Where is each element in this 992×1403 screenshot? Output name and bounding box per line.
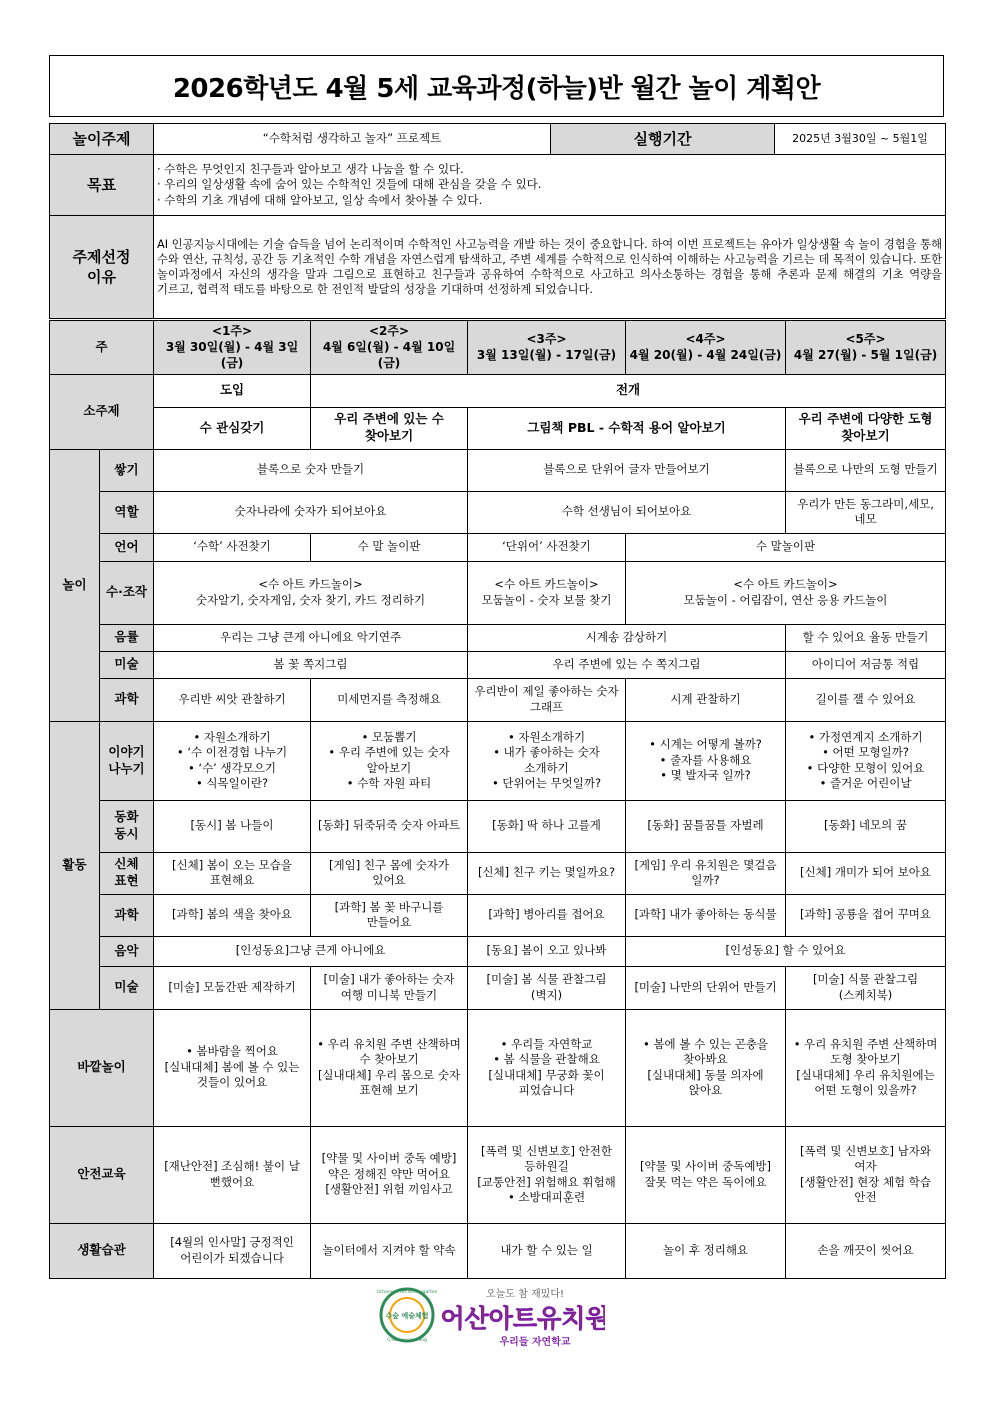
week-3-header: <3주> 3월 13일(월) - 17일(금) bbox=[468, 321, 626, 375]
play-label: 놀이 bbox=[50, 449, 100, 721]
list-item: • 가정연계지 소개하기 bbox=[789, 730, 942, 746]
play-blocks-label: 쌓기 bbox=[100, 449, 154, 491]
outdoor-w3: • 우리들 자연학교 • 봄 식물을 관찰해요 [실내대체] 무궁화 꽃이 피었습니다 bbox=[468, 1009, 626, 1126]
play-role-label: 역할 bbox=[100, 491, 154, 533]
activity-poem-w2: [동화] 뒤죽뒤죽 숫자 아파트 bbox=[311, 800, 468, 852]
list-item: • 단위어는 무엇일까? bbox=[471, 776, 622, 792]
goal-label: 목표 bbox=[50, 155, 154, 216]
list-item: • 수학 자원 파티 bbox=[314, 776, 464, 792]
activity-body-w1: [신체] 봄이 오는 모습을 표현해요 bbox=[154, 852, 311, 894]
logo-badge-mid: 수숲 예술체험 bbox=[385, 1312, 429, 1320]
activity-art-w3: [미술] 봄 식물 관찰그림(벽지) bbox=[468, 966, 626, 1009]
list-item: • 자원소개하기 bbox=[157, 730, 307, 746]
subtopic-week5: 우리 주변에 다양한 도형 찾아보기 bbox=[786, 407, 946, 449]
plan-header-table bbox=[49, 123, 946, 319]
safety-label: 안전교육 bbox=[50, 1126, 154, 1223]
activity-body-w5: [신체] 개미가 되어 보아요 bbox=[786, 852, 946, 894]
play-science-w2: 미세먼지를 측정해요 bbox=[311, 678, 468, 721]
activity-poem-w1: [동시] 봄 나들이 bbox=[154, 800, 311, 852]
activity-art-w5: [미술] 식물 관찰그림(스케치북) bbox=[786, 966, 946, 1009]
activity-poem-w5: [동화] 네모의 꿈 bbox=[786, 800, 946, 852]
outdoor-w1: • 봄바람을 찍어요 [실내대체] 봄에 볼 수 있는 것들이 있어요 bbox=[154, 1009, 311, 1126]
activity-poem-w3: [동화] 딱 하나 고를게 bbox=[468, 800, 626, 852]
page-title: 2026학년도 4월 5세 교육과정(하늘)반 월간 놀이 계획안 bbox=[172, 73, 821, 104]
logo-sub: 우리들 자연학교 bbox=[499, 1337, 571, 1348]
activity-music-w12: [인성동요]그냥 큰게 아니에요 bbox=[154, 936, 468, 966]
play-blocks-w34: 블록으로 단위어 글자 만들어보기 bbox=[468, 449, 786, 491]
play-science-w1: 우리반 씨앗 관찰하기 bbox=[154, 678, 311, 721]
activity-science-w5: [과학] 공룡을 접어 꾸며요 bbox=[786, 894, 946, 936]
goal-item: · 우리의 일상생활 속에 숨어 있는 수학적인 것들에 대해 관심을 갖을 수 있다. bbox=[157, 177, 542, 192]
play-art-label: 미술 bbox=[100, 651, 154, 678]
list-item: • 즐거운 어린이날 bbox=[789, 776, 942, 792]
play-language-w45: 수 말놀이판 bbox=[626, 533, 946, 561]
play-science-w3: 우리반이 제일 좋아하는 숫자 그래프 bbox=[468, 678, 626, 721]
activity-talk-label: 이야기 나누기 bbox=[100, 721, 154, 800]
safety-w3: [폭력 및 신변보호] 안전한 등하원길 [교통안전] 위험해요 휘험해 • 소방대피훈련 bbox=[468, 1126, 626, 1223]
play-math-w12: <수 아트 카드놀이> 숫자알기, 숫자게임, 숫자 찾기, 카드 정리하기 bbox=[154, 561, 468, 624]
outdoor-w4: • 봄에 볼 수 있는 곤충을 찾아봐요 [실내대체] 동물 의자에 앉아요 bbox=[626, 1009, 786, 1126]
list-item: • 모둠뽑기 bbox=[314, 730, 464, 746]
play-art-w34: 우리 주변에 있는 수 쪽지그림 bbox=[468, 651, 786, 678]
activity-label: 활동 bbox=[50, 721, 100, 1009]
play-language-w3: ‘단위어’ 사전찾기 bbox=[468, 533, 626, 561]
week-label: 주 bbox=[50, 321, 154, 375]
habits-w4: 놀이 후 정리해요 bbox=[626, 1223, 786, 1278]
week-2-header: <2주> 4월 6일(월) - 4월 10일(금) bbox=[311, 321, 468, 375]
subtopic-intro: 도입 bbox=[154, 374, 311, 407]
list-item: • 어떤 모형일까? bbox=[789, 745, 942, 761]
outdoor-w2: • 우리 유치원 주변 산책하며 수 찾아보기 [실내대체] 우리 몸으로 숫자 표현해 보기 bbox=[311, 1009, 468, 1126]
week-1-header: <1주> 3월 30일(월) - 4월 3일(금) bbox=[154, 321, 311, 375]
reason-text: AI 인공지능시대에는 기술 습득을 넘어 논리적이며 수학적인 사고능력을 개발 하는 것이 중요합니다. 하여 이번 프로젝트는 유아가 일상생활 속 놀이 경험을 통해 수와 연산, 규칙성, 공간 등 기초적인 수학 개념을 자연스럽게 탐색하고, 주변 세계를 수학적으로 인식하여 이해하는 사고능력을 기르는 데 목적이 있습니다. 또한 놀이과정에서 자신의 생각을 말과 그림으로 표현하고 친구들과 공유하여 수학적으로 사고하고 의사소통하는 경험을 통해 추론과 문제 해결의 기초 역량을 기르고, 협력적 태도를 바탕으로 한 전인적 발달의 성장을 기대하며 선정하계 되었습니다. bbox=[154, 216, 946, 319]
play-language-w1: ‘수학’ 사전찾기 bbox=[154, 533, 311, 561]
subtopic-label: 소주제 bbox=[50, 374, 154, 449]
list-item: • ‘수’ 생각모으기 bbox=[157, 761, 307, 777]
activity-talk-w4 bbox=[626, 721, 786, 800]
activity-talk-w2 bbox=[311, 721, 468, 800]
activity-body-w3: [신체] 친구 키는 몇일까요? bbox=[468, 852, 626, 894]
logo-tagline: 오늘도 참 재밌다! bbox=[486, 1289, 564, 1300]
outdoor-w5: • 우리 유치원 주변 산책하며 도형 찾아보기 [실내대체] 우리 유치원에는 어떤 도형이 있을까? bbox=[786, 1009, 946, 1126]
play-science-label: 과학 bbox=[100, 678, 154, 721]
activity-talk-w5 bbox=[786, 721, 946, 800]
list-item: • 줄자를 사용해요 bbox=[629, 753, 782, 769]
subtopic-develop: 전개 bbox=[311, 374, 946, 407]
safety-w5: [폭력 및 신변보호] 남자와 여자 [생활안전] 현장 체험 학습 안전 bbox=[786, 1126, 946, 1223]
activity-science-w4: [과학] 내가 좋아하는 동식물 bbox=[626, 894, 786, 936]
logo-badge-top: Uchansan Art Kindergarten bbox=[376, 1290, 438, 1295]
activity-science-w2: [과학] 봄 꽃 바구니를 만들어요 bbox=[311, 894, 468, 936]
activity-body-w4: [게임] 우리 유치원은 몇걸음 일까? bbox=[626, 852, 786, 894]
safety-w4: [약물 및 사이버 중독예방] 잘못 먹는 약은 독이에요 bbox=[626, 1126, 786, 1223]
habits-label: 생활습관 bbox=[50, 1223, 154, 1278]
activity-poem-label: 동화 동시 bbox=[100, 800, 154, 852]
activity-science-w3: [과학] 병아리를 접어요 bbox=[468, 894, 626, 936]
logo-graphic bbox=[375, 1283, 605, 1351]
goal-item: · 수학은 무엇인지 친구들과 알아보고 생각 나눔을 할 수 있다. bbox=[157, 161, 464, 176]
logo-name: 어산아트유치원 bbox=[440, 1304, 605, 1333]
play-music-w34: 시계송 감상하기 bbox=[468, 624, 786, 651]
play-language-label: 언어 bbox=[100, 533, 154, 561]
play-math-w3: <수 아트 카드놀이> 모둠놀이 - 숫자 보물 찾기 bbox=[468, 561, 626, 624]
play-role-w12: 숫자나라에 숫자가 되어보아요 bbox=[154, 491, 468, 533]
list-item: • 몇 발자국 일까? bbox=[629, 768, 782, 784]
play-role-w34: 수학 선생님이 되어보아요 bbox=[468, 491, 786, 533]
play-blocks-w5: 블록으로 나만의 도형 만들기 bbox=[786, 449, 946, 491]
play-math-label: 수·조작 bbox=[100, 561, 154, 624]
list-item: • 시계는 어떻게 볼까? bbox=[629, 737, 782, 753]
list-item: • 식목일이란? bbox=[157, 776, 307, 792]
activity-science-label: 과학 bbox=[100, 894, 154, 936]
play-role-w5: 우리가 만든 동그라미,세모,네모 bbox=[786, 491, 946, 533]
list-item: • 내가 좋아하는 숫자 소개하기 bbox=[471, 745, 622, 776]
play-music-w5: 할 수 있어요 율동 만들기 bbox=[786, 624, 946, 651]
subtopic-week2: 우리 주변에 있는 수 찾아보기 bbox=[311, 407, 468, 449]
play-science-w4: 시계 관찰하기 bbox=[626, 678, 786, 721]
activity-art-w1: [미술] 모둠간판 제작하기 bbox=[154, 966, 311, 1009]
subtopic-week34: 그림책 PBL - 수학적 용어 알아보기 bbox=[468, 407, 786, 449]
play-blocks-w12: 블록으로 숫자 만들기 bbox=[154, 449, 468, 491]
play-language-w2: 수 말 놀이판 bbox=[311, 533, 468, 561]
activity-science-w1: [과학] 봄의 색을 찾아요 bbox=[154, 894, 311, 936]
week-5-header: <5주> 4월 27(월) - 5월 1일(금) bbox=[786, 321, 946, 375]
play-music-w12: 우리는 그냥 큰게 아니에요 악기연주 bbox=[154, 624, 468, 651]
play-art-w12: 봄 꽃 쪽지그림 bbox=[154, 651, 468, 678]
list-item: • 다양한 모형이 있어요 bbox=[789, 761, 942, 777]
activity-body-w2: [게임] 친구 몸에 숫자가 있어요 bbox=[311, 852, 468, 894]
play-music-label: 음률 bbox=[100, 624, 154, 651]
list-item: • 자원소개하기 bbox=[471, 730, 622, 746]
goal-item: · 수학의 기초 개념에 대해 알아보고, 일상 속에서 찾아볼 수 있다. bbox=[157, 192, 483, 207]
play-science-w5: 길이를 잴 수 있어요 bbox=[786, 678, 946, 721]
page-title-box bbox=[49, 55, 944, 117]
activity-art-w2: [미술] 내가 좋아하는 숫자 여행 미니북 만들기 bbox=[311, 966, 468, 1009]
goal-list bbox=[154, 155, 946, 216]
theme-label: 놀이주제 bbox=[50, 124, 154, 155]
subtopic-week1: 수 관심갖기 bbox=[154, 407, 311, 449]
list-item: • ‘수 이전경험 나누기 bbox=[157, 745, 307, 761]
habits-w2: 놀이터에서 지켜야 할 약속 bbox=[311, 1223, 468, 1278]
activity-talk-w1 bbox=[154, 721, 311, 800]
activity-body-label: 신체 표현 bbox=[100, 852, 154, 894]
activity-talk-w3 bbox=[468, 721, 626, 800]
activity-art-w4: [미술] 나만의 단위어 만들기 bbox=[626, 966, 786, 1009]
activity-art-label: 미술 bbox=[100, 966, 154, 1009]
habits-w5: 손을 깨끗이 씻어요 bbox=[786, 1223, 946, 1278]
logo-badge-bottom: Creative Learning bbox=[387, 1338, 427, 1343]
habits-w3: 내가 할 수 있는 일 bbox=[468, 1223, 626, 1278]
kindergarten-logo bbox=[375, 1283, 605, 1351]
activity-poem-w4: [동화] 꿈틀꿈틀 자벌레 bbox=[626, 800, 786, 852]
play-art-w5: 아이디어 저금통 적립 bbox=[786, 651, 946, 678]
habits-w1: [4월의 인사말] 긍정적인 어린이가 되겠습니다 bbox=[154, 1223, 311, 1278]
theme-value: “수학처럼 생각하고 놀자” 프로젝트 bbox=[154, 124, 551, 155]
safety-w1: [재난안전] 조심해! 불이 날 뻔했어요 bbox=[154, 1126, 311, 1223]
activity-music-w3: [동요] 봄이 오고 있나봐 bbox=[468, 936, 626, 966]
safety-w2: [약물 및 사이버 중독 예방] 약은 정해진 약만 먹어요 [생활안전] 위험 끼임사고 bbox=[311, 1126, 468, 1223]
activity-music-w45: [인성동요] 할 수 있어요 bbox=[626, 936, 946, 966]
outdoor-label: 바깥놀이 bbox=[50, 1009, 154, 1126]
period-label: 실행기간 bbox=[551, 124, 775, 155]
list-item: • 우리 주변에 있는 숫자 알아보기 bbox=[314, 745, 464, 776]
reason-label: 주제선정 이유 bbox=[50, 216, 154, 319]
week-4-header: <4주> 4월 20(월) - 4월 24일(금) bbox=[626, 321, 786, 375]
period-value: 2025년 3월30일 ~ 5월1일 bbox=[775, 124, 946, 155]
weekly-plan-table bbox=[49, 320, 946, 1279]
play-math-w45: <수 아트 카드놀이> 모둠놀이 - 어림잡이, 연산 응용 카드놀이 bbox=[626, 561, 946, 624]
activity-music-label: 음악 bbox=[100, 936, 154, 966]
